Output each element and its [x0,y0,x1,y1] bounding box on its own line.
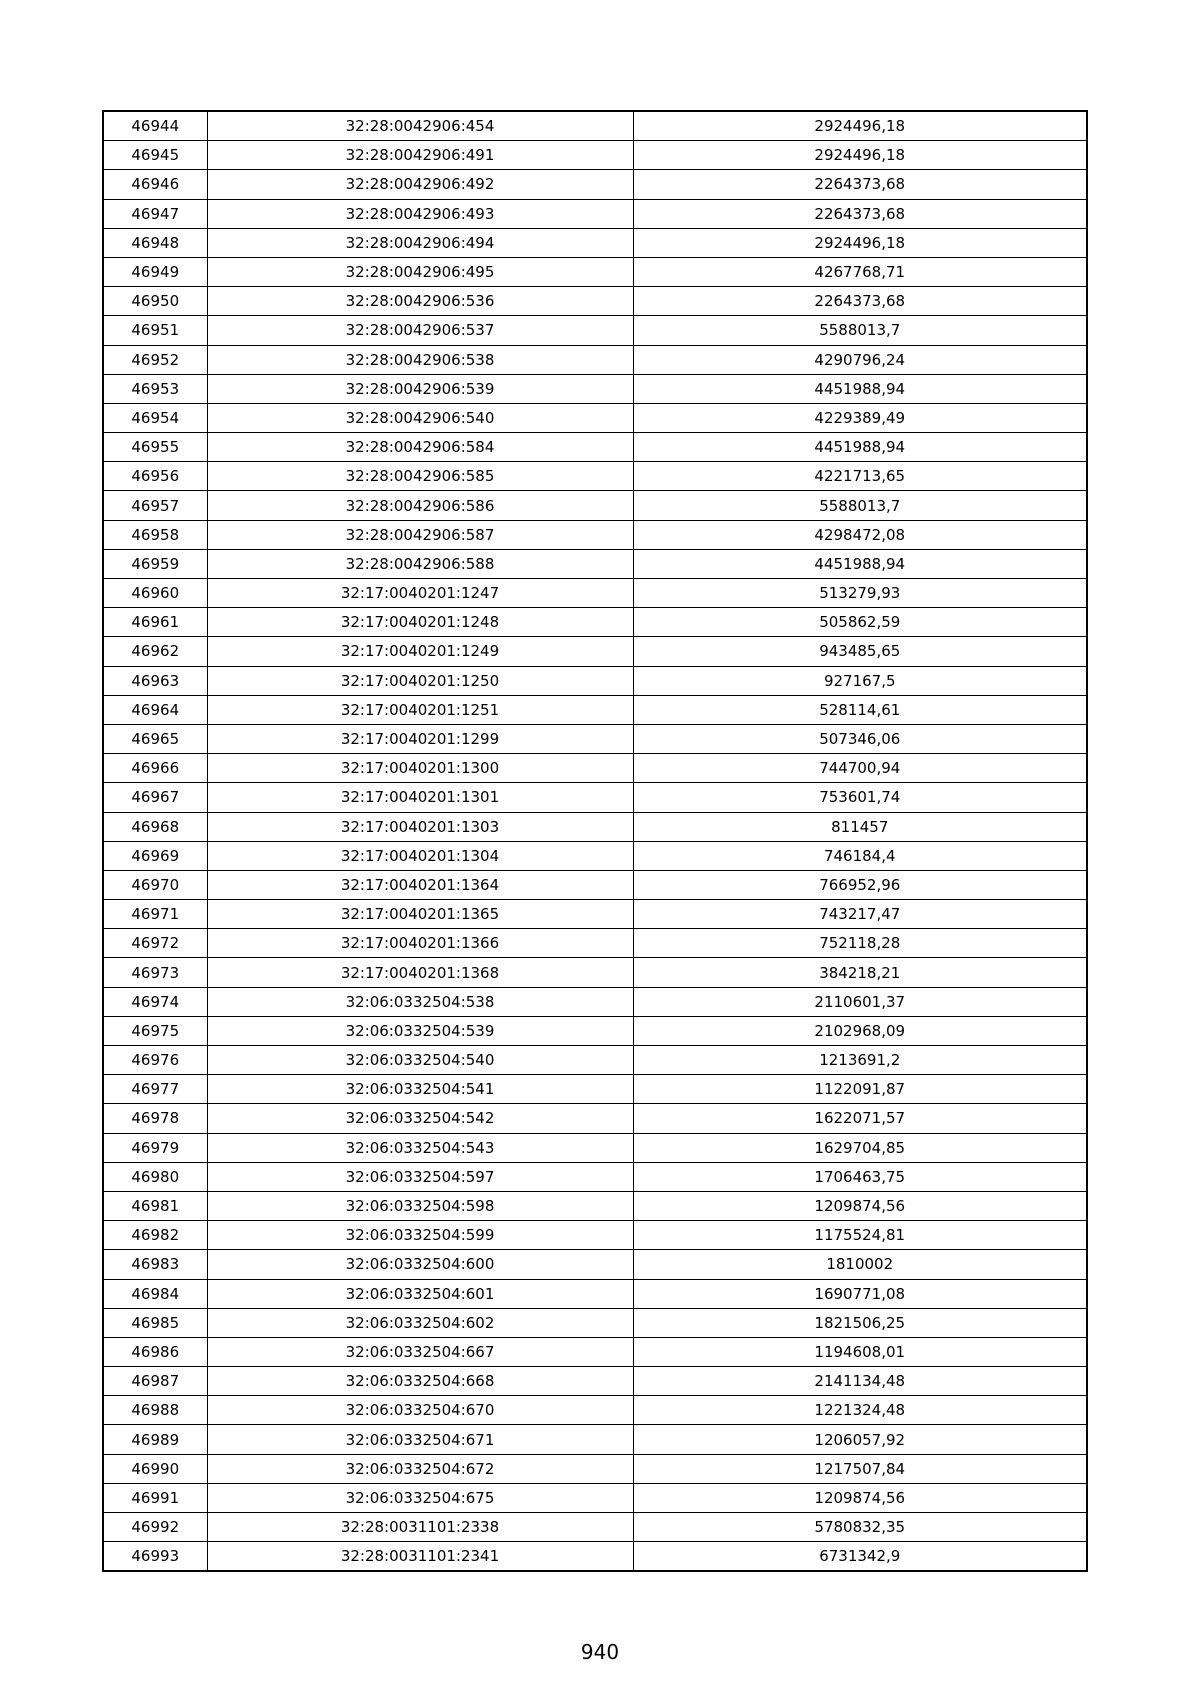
row-number-cell: 46960 [103,579,207,608]
cadastral-value-cell: 2924496,18 [633,111,1087,141]
row-number-cell: 46981 [103,1191,207,1220]
cadastral-number-cell: 32:28:0042906:538 [207,345,633,374]
page-number: 940 [580,1640,620,1664]
cadastral-number-cell: 32:17:0040201:1250 [207,666,633,695]
cadastral-value-cell: 1821506,25 [633,1308,1087,1337]
table-row [103,462,1087,491]
cadastral-value-cell: 5588013,7 [633,316,1087,345]
cadastral-value-cell: 384218,21 [633,958,1087,987]
table-body [103,111,1087,1571]
row-number-cell: 46949 [103,257,207,286]
cadastral-value-cell: 1810002 [633,1250,1087,1279]
cadastral-number-cell: 32:06:0332504:540 [207,1046,633,1075]
cadastral-number-cell: 32:28:0042906:540 [207,403,633,432]
cadastral-number-cell: 32:17:0040201:1303 [207,812,633,841]
row-number-cell: 46963 [103,666,207,695]
cadastral-number-cell: 32:28:0042906:587 [207,520,633,549]
cadastral-value-cell: 528114,61 [633,695,1087,724]
cadastral-value-cell: 1690771,08 [633,1279,1087,1308]
table-row [103,257,1087,286]
cadastral-value-cell: 4267768,71 [633,257,1087,286]
table-row [103,1308,1087,1337]
cadastral-value-cell: 507346,06 [633,724,1087,753]
cadastral-number-cell: 32:17:0040201:1300 [207,754,633,783]
cadastral-number-cell: 32:06:0332504:538 [207,987,633,1016]
cadastral-value-cell: 1209874,56 [633,1483,1087,1512]
table-row [103,199,1087,228]
table-row [103,1046,1087,1075]
row-number-cell: 46959 [103,549,207,578]
row-number-cell: 46952 [103,345,207,374]
cadastral-value-cell: 1217507,84 [633,1454,1087,1483]
row-number-cell: 46993 [103,1542,207,1572]
cadastral-number-cell: 32:06:0332504:667 [207,1337,633,1366]
table-row [103,1337,1087,1366]
row-number-cell: 46950 [103,287,207,316]
cadastral-value-cell: 4298472,08 [633,520,1087,549]
row-number-cell: 46986 [103,1337,207,1366]
row-number-cell: 46956 [103,462,207,491]
cadastral-value-cell: 1175524,81 [633,1221,1087,1250]
cadastral-value-cell: 4290796,24 [633,345,1087,374]
table-row [103,1483,1087,1512]
cadastral-number-cell: 32:28:0031101:2341 [207,1542,633,1572]
table-row [103,1191,1087,1220]
cadastral-value-cell: 743217,47 [633,900,1087,929]
table-row [103,345,1087,374]
cadastral-number-cell: 32:17:0040201:1249 [207,637,633,666]
row-number-cell: 46990 [103,1454,207,1483]
cadastral-number-cell: 32:28:0042906:537 [207,316,633,345]
table-row [103,141,1087,170]
cadastral-value-cell: 1194608,01 [633,1337,1087,1366]
row-number-cell: 46947 [103,199,207,228]
table-row [103,316,1087,345]
cadastral-number-cell: 32:06:0332504:601 [207,1279,633,1308]
row-number-cell: 46958 [103,520,207,549]
cadastral-number-cell: 32:28:0042906:586 [207,491,633,520]
cadastral-value-cell: 4451988,94 [633,433,1087,462]
table-row [103,1454,1087,1483]
cadastral-number-cell: 32:28:0042906:454 [207,111,633,141]
cadastral-number-cell: 32:06:0332504:539 [207,1016,633,1045]
cadastral-value-cell: 4221713,65 [633,462,1087,491]
row-number-cell: 46964 [103,695,207,724]
cadastral-number-cell: 32:17:0040201:1251 [207,695,633,724]
cadastral-value-table [102,110,1088,1572]
cadastral-value-cell: 766952,96 [633,870,1087,899]
table-row [103,170,1087,199]
cadastral-number-cell: 32:06:0332504:542 [207,1104,633,1133]
cadastral-value-cell: 505862,59 [633,608,1087,637]
cadastral-number-cell: 32:28:0042906:491 [207,141,633,170]
cadastral-number-cell: 32:17:0040201:1365 [207,900,633,929]
cadastral-value-cell: 1209874,56 [633,1191,1087,1220]
cadastral-value-cell: 1706463,75 [633,1162,1087,1191]
cadastral-value-cell: 2924496,18 [633,141,1087,170]
cadastral-number-cell: 32:17:0040201:1364 [207,870,633,899]
table-row [103,1367,1087,1396]
row-number-cell: 46988 [103,1396,207,1425]
row-number-cell: 46944 [103,111,207,141]
row-number-cell: 46976 [103,1046,207,1075]
cadastral-value-cell: 5588013,7 [633,491,1087,520]
row-number-cell: 46972 [103,929,207,958]
cadastral-number-cell: 32:06:0332504:600 [207,1250,633,1279]
row-number-cell: 46987 [103,1367,207,1396]
row-number-cell: 46991 [103,1483,207,1512]
cadastral-number-cell: 32:17:0040201:1299 [207,724,633,753]
table-row [103,579,1087,608]
table-row [103,1250,1087,1279]
cadastral-number-cell: 32:17:0040201:1368 [207,958,633,987]
table-row [103,724,1087,753]
table-row [103,1016,1087,1045]
row-number-cell: 46977 [103,1075,207,1104]
table-row [103,608,1087,637]
row-number-cell: 46970 [103,870,207,899]
table-row [103,637,1087,666]
cadastral-value-cell: 1206057,92 [633,1425,1087,1454]
cadastral-value-cell: 2102968,09 [633,1016,1087,1045]
cadastral-value-cell: 4451988,94 [633,374,1087,403]
cadastral-value-cell: 6731342,9 [633,1542,1087,1572]
table-row [103,433,1087,462]
table-row [103,1513,1087,1542]
cadastral-number-cell: 32:06:0332504:599 [207,1221,633,1250]
cadastral-number-cell: 32:06:0332504:602 [207,1308,633,1337]
cadastral-value-cell: 943485,65 [633,637,1087,666]
row-number-cell: 46948 [103,228,207,257]
cadastral-value-cell: 1622071,57 [633,1104,1087,1133]
cadastral-value-cell: 1629704,85 [633,1133,1087,1162]
cadastral-number-cell: 32:06:0332504:675 [207,1483,633,1512]
cadastral-value-cell: 744700,94 [633,754,1087,783]
table-row [103,520,1087,549]
row-number-cell: 46953 [103,374,207,403]
cadastral-value-cell: 2264373,68 [633,170,1087,199]
row-number-cell: 46982 [103,1221,207,1250]
row-number-cell: 46955 [103,433,207,462]
row-number-cell: 46984 [103,1279,207,1308]
cadastral-number-cell: 32:28:0042906:539 [207,374,633,403]
cadastral-value-cell: 5780832,35 [633,1513,1087,1542]
cadastral-value-cell: 4229389,49 [633,403,1087,432]
cadastral-number-cell: 32:17:0040201:1301 [207,783,633,812]
table-row [103,666,1087,695]
table-row [103,287,1087,316]
cadastral-value-cell: 4451988,94 [633,549,1087,578]
table-row [103,1133,1087,1162]
row-number-cell: 46961 [103,608,207,637]
row-number-cell: 46969 [103,841,207,870]
cadastral-number-cell: 32:28:0042906:495 [207,257,633,286]
cadastral-number-cell: 32:06:0332504:541 [207,1075,633,1104]
cadastral-value-cell: 513279,93 [633,579,1087,608]
row-number-cell: 46985 [103,1308,207,1337]
table-row [103,549,1087,578]
row-number-cell: 46979 [103,1133,207,1162]
table-row [103,111,1087,141]
cadastral-value-cell: 927167,5 [633,666,1087,695]
table-row [103,491,1087,520]
table-row [103,870,1087,899]
cadastral-number-cell: 32:17:0040201:1247 [207,579,633,608]
cadastral-number-cell: 32:17:0040201:1248 [207,608,633,637]
row-number-cell: 46951 [103,316,207,345]
row-number-cell: 46957 [103,491,207,520]
cadastral-number-cell: 32:06:0332504:672 [207,1454,633,1483]
table-row [103,1396,1087,1425]
table-row [103,695,1087,724]
row-number-cell: 46975 [103,1016,207,1045]
row-number-cell: 46989 [103,1425,207,1454]
cadastral-value-cell: 1221324,48 [633,1396,1087,1425]
cadastral-value-cell: 1213691,2 [633,1046,1087,1075]
cadastral-value-cell: 811457 [633,812,1087,841]
table-row [103,783,1087,812]
cadastral-number-cell: 32:28:0042906:494 [207,228,633,257]
cadastral-number-cell: 32:28:0042906:588 [207,549,633,578]
table-row [103,1221,1087,1250]
cadastral-value-cell: 2141134,48 [633,1367,1087,1396]
cadastral-number-cell: 32:28:0042906:585 [207,462,633,491]
row-number-cell: 46965 [103,724,207,753]
row-number-cell: 46968 [103,812,207,841]
table-row [103,929,1087,958]
table-row [103,1425,1087,1454]
row-number-cell: 46954 [103,403,207,432]
table-row [103,1104,1087,1133]
cadastral-value-cell: 753601,74 [633,783,1087,812]
cadastral-number-cell: 32:28:0042906:492 [207,170,633,199]
cadastral-number-cell: 32:28:0042906:584 [207,433,633,462]
row-number-cell: 46978 [103,1104,207,1133]
table-row [103,812,1087,841]
cadastral-value-cell: 746184,4 [633,841,1087,870]
cadastral-value-cell: 2924496,18 [633,228,1087,257]
cadastral-number-cell: 32:28:0042906:493 [207,199,633,228]
table-row [103,754,1087,783]
row-number-cell: 46974 [103,987,207,1016]
cadastral-value-cell: 752118,28 [633,929,1087,958]
cadastral-number-cell: 32:28:0042906:536 [207,287,633,316]
cadastral-value-cell: 1122091,87 [633,1075,1087,1104]
row-number-cell: 46983 [103,1250,207,1279]
table-row [103,1279,1087,1308]
table-row [103,958,1087,987]
table-row [103,1162,1087,1191]
cadastral-value-cell: 2110601,37 [633,987,1087,1016]
table-row [103,374,1087,403]
row-number-cell: 46966 [103,754,207,783]
cadastral-number-cell: 32:28:0031101:2338 [207,1513,633,1542]
table-row [103,228,1087,257]
table-row [103,1542,1087,1572]
row-number-cell: 46967 [103,783,207,812]
table-row [103,1075,1087,1104]
row-number-cell: 46945 [103,141,207,170]
cadastral-number-cell: 32:06:0332504:598 [207,1191,633,1220]
row-number-cell: 46946 [103,170,207,199]
table-row [103,987,1087,1016]
row-number-cell: 46992 [103,1513,207,1542]
table-row [103,900,1087,929]
cadastral-number-cell: 32:06:0332504:668 [207,1367,633,1396]
row-number-cell: 46962 [103,637,207,666]
cadastral-number-cell: 32:06:0332504:670 [207,1396,633,1425]
table-row [103,403,1087,432]
cadastral-number-cell: 32:06:0332504:597 [207,1162,633,1191]
cadastral-value-cell: 2264373,68 [633,199,1087,228]
row-number-cell: 46971 [103,900,207,929]
cadastral-number-cell: 32:06:0332504:543 [207,1133,633,1162]
cadastral-number-cell: 32:17:0040201:1366 [207,929,633,958]
table-row [103,841,1087,870]
row-number-cell: 46973 [103,958,207,987]
cadastral-number-cell: 32:06:0332504:671 [207,1425,633,1454]
row-number-cell: 46980 [103,1162,207,1191]
cadastral-number-cell: 32:17:0040201:1304 [207,841,633,870]
cadastral-value-cell: 2264373,68 [633,287,1087,316]
